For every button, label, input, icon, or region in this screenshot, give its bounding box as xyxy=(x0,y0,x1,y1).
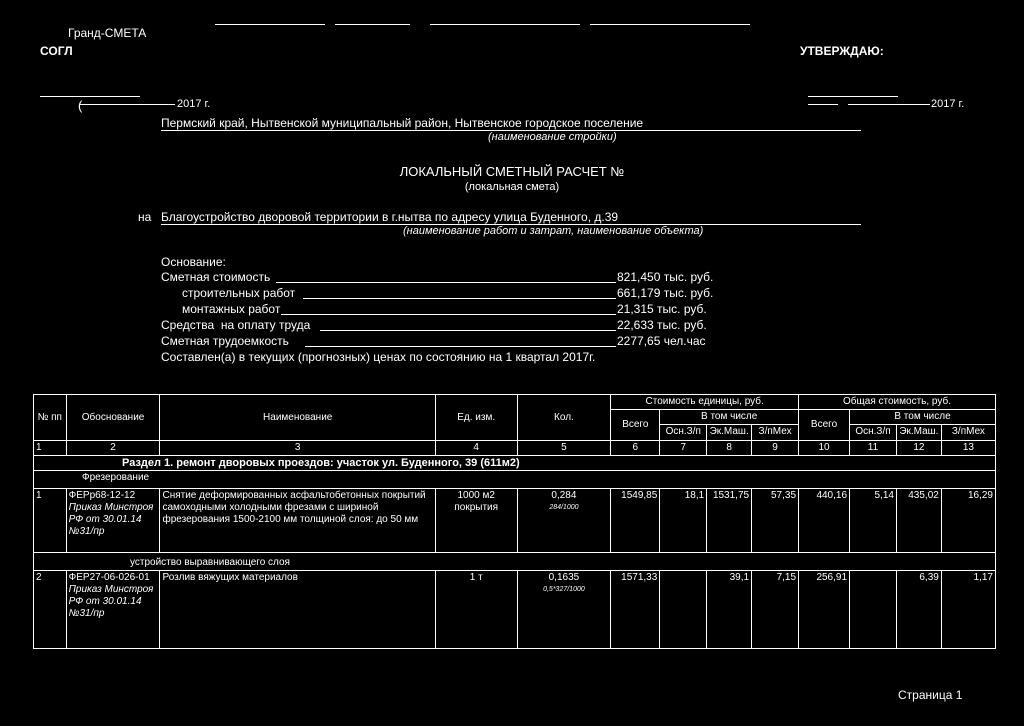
cell-total-zpmeh: 1,17 xyxy=(941,571,995,649)
fill-line xyxy=(303,288,616,299)
right-date: 2017 г. xyxy=(931,98,965,110)
qty-formula: 284/1000 xyxy=(549,504,579,511)
col-num: 6 xyxy=(611,441,660,456)
cell-total: 256,91 xyxy=(799,571,850,649)
col-num: 11 xyxy=(850,441,897,456)
approved-label: УТВЕРЖДАЮ: xyxy=(800,44,884,58)
cell-unit-osn: 18,1 xyxy=(660,489,707,553)
object-name: Благоустройство дворовой территории в г.нытва по адресу улица Буденного, д.39 xyxy=(161,210,619,224)
date-bracket: ( xyxy=(78,98,83,113)
row-qty xyxy=(517,571,611,649)
subsection-title: Фрезерование xyxy=(34,471,996,489)
cell-total: 440,16 xyxy=(799,489,850,553)
cell-total-osn: 5,14 xyxy=(850,489,897,553)
header-ekmash: Эк.Маш. xyxy=(707,425,752,441)
header-num: № пп xyxy=(34,395,67,441)
qty-formula: 0,5*327/1000 xyxy=(543,586,585,593)
header-all: Всего xyxy=(799,410,850,441)
col-num: 1 xyxy=(34,441,67,456)
header-unit-cost: Стоимость единицы, руб. xyxy=(611,395,799,410)
page-number: Страница 1 xyxy=(898,688,963,702)
row-unit: 1 т xyxy=(435,571,517,649)
table-row xyxy=(34,571,996,649)
header-rule xyxy=(335,24,410,25)
header-incl: В том числе xyxy=(660,410,799,425)
row-code: ФЕРр68-12-12 xyxy=(68,490,136,501)
header-zpmeh: З/пМех xyxy=(941,425,995,441)
row-num: 1 xyxy=(34,489,67,553)
section-title: Раздел 1. ремонт дворовых проездов: участок ул. Буденного, 39 (611м2) xyxy=(34,456,996,471)
column-number-row xyxy=(34,441,996,456)
row-code: ФЕР27-06-026-01 xyxy=(68,572,150,583)
cell-unit-osn xyxy=(660,571,707,649)
row-basis xyxy=(66,489,160,553)
cell-unit-zpmeh: 7,15 xyxy=(752,571,799,649)
basis-row-label: Сметная стоимость xyxy=(161,270,271,284)
basis-row-value: 22,633 тыс. руб. xyxy=(617,318,707,332)
estimate-table xyxy=(33,394,996,649)
date-line xyxy=(848,104,930,105)
col-num: 4 xyxy=(435,441,517,456)
basis-row-value: 821,450 тыс. руб. xyxy=(617,270,714,284)
basis-label: Основание: xyxy=(161,255,226,269)
header-total-cost: Общая стоимость, руб. xyxy=(799,395,996,410)
na-label: на xyxy=(138,210,152,224)
header-osn: Осн.З/п xyxy=(850,425,897,441)
fill-line xyxy=(320,320,616,331)
col-num: 13 xyxy=(941,441,995,456)
header-rule xyxy=(590,24,750,25)
header-name: Наименование xyxy=(160,395,435,441)
basis-row-value: 21,315 тыс. руб. xyxy=(617,302,707,316)
row-basis-note: Приказ Минстроя РФ от 30.01.14 №31/пр xyxy=(68,502,154,537)
cell-total-ekmash: 6,39 xyxy=(896,571,941,649)
basis-row-label: строительных работ xyxy=(182,286,296,300)
basis-row-value: 661,179 тыс. руб. xyxy=(617,286,714,300)
col-num: 9 xyxy=(752,441,799,456)
row-basis xyxy=(66,571,160,649)
cell-unit-zpmeh: 57,35 xyxy=(752,489,799,553)
header-ekmash: Эк.Маш. xyxy=(896,425,941,441)
cell-unit-ekmash: 1531,75 xyxy=(707,489,752,553)
row-name: Снятие деформированных асфальтобетонных покрытий самоходными холодными фрезами с шириной фрезерования 1500-2100 мм толщиной слоя: до 50 мм xyxy=(160,489,435,553)
row-name: Розлив вяжущих материалов xyxy=(160,571,435,649)
col-num: 7 xyxy=(660,441,707,456)
estimate-title: ЛОКАЛЬНЫЙ СМЕТНЫЙ РАСЧЕТ № xyxy=(399,164,625,179)
header-unit: Ед. изм. xyxy=(435,395,517,441)
signature-line xyxy=(40,96,140,97)
estimate-subtitle: (локальная смета) xyxy=(464,181,560,193)
header-incl: В том числе xyxy=(850,410,996,425)
header-rule xyxy=(215,24,325,25)
table-row xyxy=(34,489,996,553)
object-caption: (наименование работ и затрат, наименование объекта) xyxy=(403,225,704,237)
fill-line xyxy=(305,336,616,347)
header-osn: Осн.З/п xyxy=(660,425,707,441)
basis-row-label: монтажных работ xyxy=(182,302,281,316)
cell-unit-total: 1571,33 xyxy=(611,571,660,649)
header-zpmeh: З/пМех xyxy=(752,425,799,441)
qty-value: 0,1635 xyxy=(548,572,580,583)
date-line xyxy=(808,104,838,105)
col-num: 3 xyxy=(160,441,435,456)
signature-line xyxy=(808,96,898,97)
col-num: 10 xyxy=(799,441,850,456)
cell-unit-total: 1549,85 xyxy=(611,489,660,553)
cell-total-zpmeh: 16,29 xyxy=(941,489,995,553)
date-line xyxy=(80,104,175,105)
col-num: 5 xyxy=(517,441,611,456)
compiled-note: Составлен(а) в текущих (прогнозных) ценах по состоянию на 1 квартал 2017г. xyxy=(161,350,596,364)
header-basis: Обоснование xyxy=(66,395,160,441)
project-location: Пермский край, Нытвенской муниципальный район, Нытвенское городское поселение xyxy=(161,116,644,130)
header-rule xyxy=(430,24,580,25)
row-basis-note: Приказ Минстроя РФ от 30.01.14 №31/пр xyxy=(68,584,154,619)
cell-total-osn xyxy=(850,571,897,649)
header-all: Всего xyxy=(611,410,660,441)
col-num: 2 xyxy=(66,441,160,456)
col-num: 8 xyxy=(707,441,752,456)
location-caption: (наименование стройки) xyxy=(488,131,617,143)
basis-row-value: 2277,65 чел.час xyxy=(617,334,706,348)
fill-line xyxy=(281,304,616,315)
brand: Гранд-СМЕТА xyxy=(68,26,147,40)
qty-value: 0,284 xyxy=(551,490,577,501)
agreed-label: СОГЛ xyxy=(40,44,73,58)
row-num: 2 xyxy=(34,571,67,649)
header-qty: Кол. xyxy=(517,395,611,441)
basis-row-label: Сметная трудоемкость xyxy=(161,334,289,348)
subsection-title: устройство выравнивающего слоя xyxy=(34,553,996,571)
row-unit: 1000 м2 покрытия xyxy=(435,489,517,553)
col-num: 12 xyxy=(896,441,941,456)
cell-unit-ekmash: 39,1 xyxy=(707,571,752,649)
left-date: 2017 г. xyxy=(177,98,211,110)
fill-line xyxy=(276,272,616,283)
basis-row-label: Средства на оплату труда xyxy=(161,318,311,332)
cell-total-ekmash: 435,02 xyxy=(896,489,941,553)
row-qty xyxy=(517,489,611,553)
